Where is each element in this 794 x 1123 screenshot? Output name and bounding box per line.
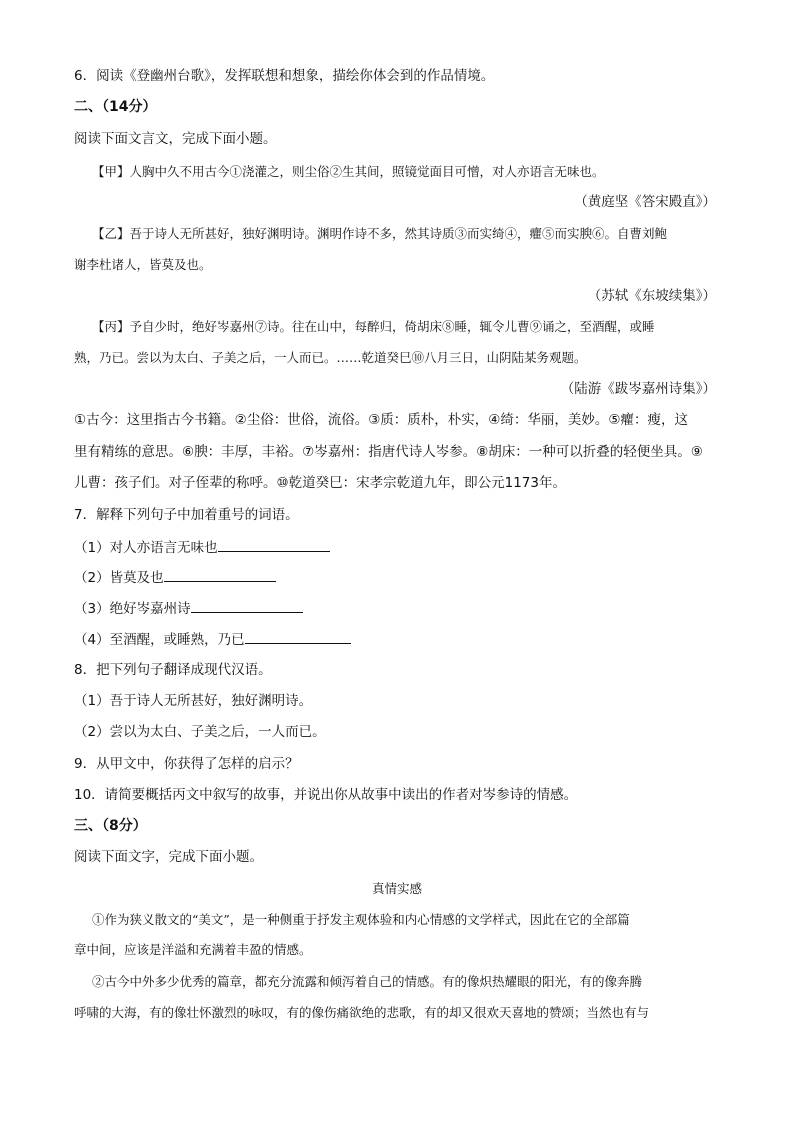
passage-bing-line-2: 熟，乃已。尝以为太白、子美之后，一人而已。……乾道癸巳⑩八月三日，山阴陆某务观题。: [74, 350, 587, 365]
passage-bing-line-1: 【丙】予自少时，绝好岑嘉州⑦诗。往在山中，每醉归，倚胡床⑧睡，辄令儿曹⑨诵之，至酒醒，或睡: [92, 319, 655, 334]
passage-yi-source: （苏轼《东坡续集》）: [587, 288, 716, 304]
section-2-instruction: 阅读下面文言文，完成下面小题。: [74, 131, 277, 147]
question-8-item-1: （1）吾于诗人无所甚好，独好渊明诗。: [74, 693, 313, 709]
answer-blank[interactable]: [245, 629, 351, 644]
answer-blank[interactable]: [218, 537, 330, 552]
question-7-item-2: （2）皆莫及也: [74, 567, 276, 588]
section-3-heading: 三、（8分）: [74, 818, 147, 834]
passage-bing-source: （陆游《跋岑嘉州诗集》）: [560, 381, 716, 397]
question-7-item-1: （1）对人亦语言无味也: [74, 537, 330, 558]
question-10: 10．请简要概括丙文中叙写的故事，并说出你从故事中读出的作者对岑参诗的情感。: [74, 787, 578, 803]
answer-blank[interactable]: [164, 567, 276, 582]
article-paragraph-1-line-1: ①作为狭义散文的“美文”，是一种侧重于抒发主观体验和内心情感的文学样式，因此在它的全部篇: [92, 912, 630, 927]
notes-line-3: 儿曹：孩子们。对子侄辈的称呼。⑩乾道癸巳：宋孝宗乾道九年，即公元1173年。: [74, 475, 566, 491]
notes-line-1: ①古今：这里指古今书籍。②尘俗：世俗，流俗。③质：质朴，朴实，④绮：华丽，美妙。⑤癯：瘦，这: [74, 412, 689, 428]
article-title: 真情实感: [371, 881, 422, 896]
question-7: 7．解释下列句子中加着重号的词语。: [74, 507, 299, 523]
article-paragraph-1-line-2: 章中间，应该是洋溢和充满着丰盈的情感。: [74, 942, 312, 957]
section-3-instruction: 阅读下面文字，完成下面小题。: [74, 849, 263, 865]
passage-jia-source: （黄庭坚《答宋殿直》）: [574, 194, 716, 210]
question-7-item-4: （4）至酒醒，或睡熟，乃已: [74, 629, 351, 650]
question-8-item-2: （2）尝以为太白、子美之后，一人而已。: [74, 724, 326, 740]
notes-line-2: 里有精练的意思。⑥腴：丰厚，丰裕。⑦岑嘉州：指唐代诗人岑参。⑧胡床：一种可以折叠的轻便坐具。⑨: [74, 444, 703, 460]
question-7-item-3: （3）绝好岑嘉州诗: [74, 598, 303, 619]
question-8: 8．把下列句子翻译成现代汉语。: [74, 662, 272, 678]
question-9: 9．从甲文中，你获得了怎样的启示？: [74, 756, 299, 772]
article-paragraph-2-line-1: ②古今中外多少优秀的篇章，都充分流露和倾泻着自己的情感。有的像炽热耀眼的阳光，有的像奔腾: [92, 974, 643, 989]
passage-yi-line-2: 谢李杜诸人，皆莫及也。: [74, 257, 212, 272]
section-2-heading: 二、（14分）: [74, 99, 157, 115]
article-paragraph-2-line-2: 呼啸的大海，有的像壮怀激烈的咏叹，有的像伤痛欲绝的悲歌，有的却又很欢天喜地的赞颂；当然也有与: [74, 1005, 650, 1020]
passage-jia: 【甲】人胸中久不用古今①浇灌之，则尘俗②生其间，照镜觉面目可憎，对人亦语言无味也。: [92, 164, 605, 179]
answer-blank[interactable]: [191, 598, 303, 613]
passage-yi-line-1: 【乙】吾于诗人无所甚好，独好渊明诗。渊明作诗不多，然其诗质③而实绮④，癯⑤而实腴⑥。自曹刘鲍: [92, 226, 668, 241]
question-6: 6．阅读《登幽州台歌》，发挥联想和想象，描绘你体会到的作品情境。: [74, 68, 495, 84]
